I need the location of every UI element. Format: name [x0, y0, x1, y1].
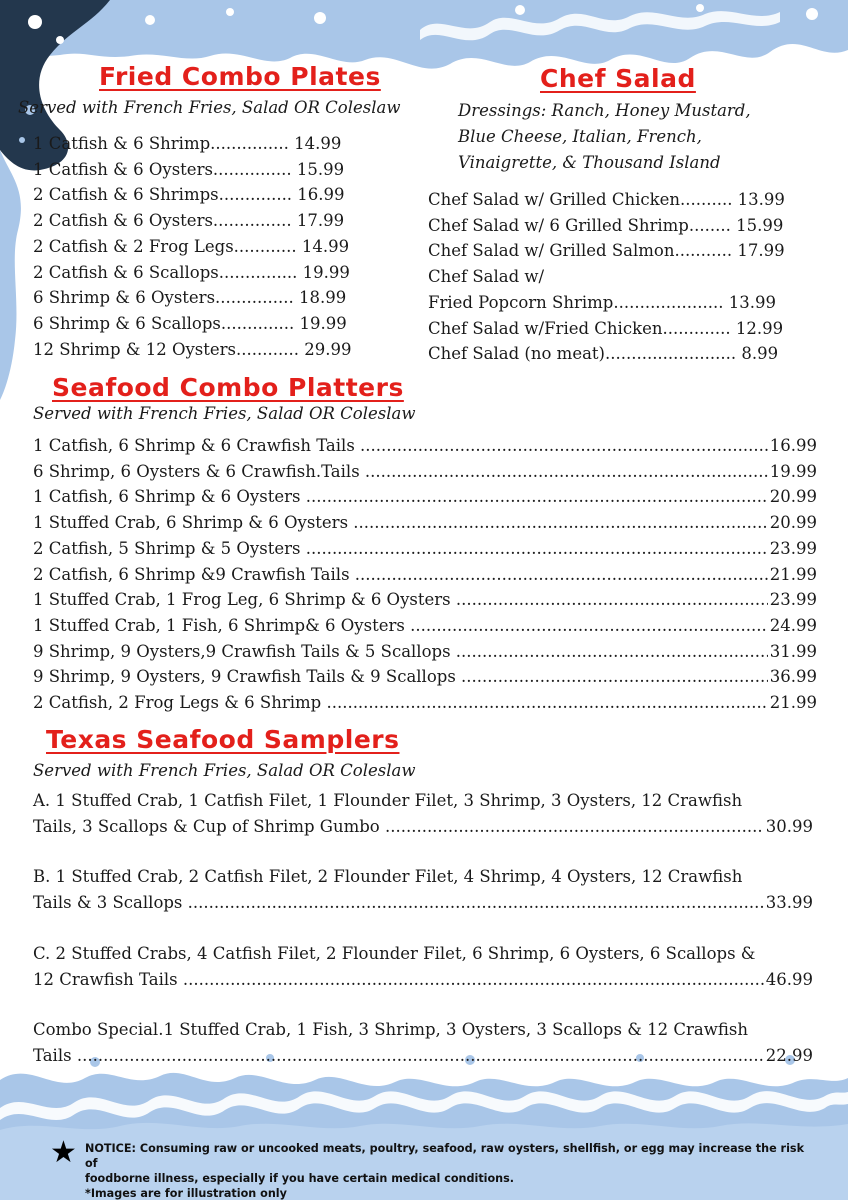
list-item: 6 Shrimp & 6 Oysters............... 18.99 [33, 288, 347, 308]
list-item: 1 Catfish & 6 Shrimp............... 14.99 [33, 134, 342, 153]
list-item [33, 459, 817, 485]
sampler-item [33, 788, 813, 839]
list-item [33, 587, 817, 613]
list-item: 2 Catfish & 6 Oysters............... 17.99 [33, 211, 345, 231]
chef-salad-list [428, 187, 785, 367]
sampler-line: Tails ..... [33, 1043, 764, 1069]
list-item: Chef Salad w/ Grilled Salmon........... 17.99 [428, 241, 785, 261]
fried-combo-subtitle: Served with French Fries, Salad OR Coleslaw [18, 98, 401, 117]
item-price: 19.99 [769, 461, 817, 481]
item-name: 1 Stuffed Crab, 1 Frog Leg, 6 Shrimp & 6 Oysters ..... [33, 587, 768, 613]
fried-combo-title: Fried Combo Plates [99, 62, 381, 91]
list-item: Chef Salad w/Fried Chicken............. 12.99 [428, 318, 784, 338]
chef-salad-title: Chef Salad [540, 64, 696, 93]
item-price: 30.99 [765, 816, 813, 836]
sampler-item [33, 1017, 813, 1068]
samplers-subtitle: Served with French Fries, Salad OR Coleslaw [33, 761, 416, 780]
list-item: Chef Salad w/ Grilled Chicken.......... 13.99 [428, 190, 785, 209]
list-item: 2 Catfish & 6 Shrimps.............. 16.99 [33, 185, 345, 205]
notice-block [50, 1135, 815, 1201]
item-name: 2 Catfish, 5 Shrimp & 5 Oysters ..... [33, 536, 768, 562]
item-price: 20.99 [769, 487, 817, 507]
dressings-line: Blue Cheese, Italian, French, [458, 127, 702, 146]
list-item: Chef Salad (no meat)......................... 8.99 [428, 344, 779, 364]
sampler-item [33, 864, 813, 915]
item-name: 2 Catfish, 6 Shrimp &9 Crawfish Tails ..... [33, 562, 768, 588]
item-name: 6 Shrimp, 6 Oysters & 6 Crawfish.Tails ..... [33, 459, 768, 485]
list-item: 6 Shrimp & 6 Scallops.............. 19.99 [33, 313, 347, 333]
chef-salad-dressings [458, 98, 751, 176]
dressings-line: Vinaigrette, & Thousand Island [458, 153, 721, 172]
item-price: 23.99 [769, 538, 817, 558]
list-item [33, 484, 817, 510]
list-item [33, 510, 817, 536]
list-item: Chef Salad w/ [428, 267, 545, 287]
list-item [33, 664, 817, 690]
sampler-line: 12 Crawfish Tails ..... [33, 967, 764, 993]
item-price: 20.99 [769, 513, 817, 533]
sampler-line: B. 1 Stuffed Crab, 2 Catfish Filet, 2 Flounder Filet, 4 Shrimp, 4 Oysters, 12 Crawfish [33, 867, 743, 886]
sampler-item [33, 941, 813, 992]
list-item [33, 690, 817, 716]
item-name: 1 Stuffed Crab, 1 Fish, 6 Shrimp& 6 Oysters ..... [33, 613, 768, 639]
item-price: 21.99 [769, 693, 817, 713]
item-name: 1 Stuffed Crab, 6 Shrimp & 6 Oysters ..... [33, 510, 768, 536]
dressings-line: Dressings: Ranch, Honey Mustard, [458, 101, 751, 120]
item-price: 31.99 [769, 641, 817, 661]
item-price: 16.99 [769, 436, 817, 455]
list-item: Fried Popcorn Shrimp..................... 13.99 [428, 292, 776, 312]
list-item: 12 Shrimp & 12 Oysters............ 29.99 [33, 339, 352, 359]
item-name: 9 Shrimp, 9 Oysters, 9 Crawfish Tails & 9 Scallops ..... [33, 664, 768, 690]
notice-line: foodborne illness, especially if you have certain medical conditions. [85, 1172, 515, 1185]
notice-line: NOTICE: Consuming raw or uncooked meats, poultry, seafood, raw oysters, shellfish, or egg may increase the risk of [85, 1142, 805, 1170]
notice-line: *Images are for illustration only [85, 1187, 287, 1200]
list-item [33, 536, 817, 562]
item-name: 9 Shrimp, 9 Oysters,9 Crawfish Tails & 5 Scallops ..... [33, 639, 768, 665]
sampler-line: Tails, 3 Scallops & Cup of Shrimp Gumbo ..... [33, 814, 764, 840]
star-icon: ★ [50, 1135, 77, 1170]
list-item: 2 Catfish & 6 Scallops............... 19.99 [33, 262, 350, 282]
seafood-combo-subtitle: Served with French Fries, Salad OR Coleslaw [33, 404, 416, 423]
list-item: 1 Catfish & 6 Oysters............... 15.99 [33, 159, 345, 179]
item-price: 21.99 [769, 564, 817, 584]
item-price: 23.99 [769, 590, 817, 610]
samplers-title: Texas Seafood Samplers [46, 725, 400, 754]
item-price: 33.99 [765, 892, 813, 912]
list-item: Chef Salad w/ 6 Grilled Shrimp........ 15.99 [428, 215, 784, 235]
sampler-line: C. 2 Stuffed Crabs, 4 Catfish Filet, 2 Flounder Filet, 6 Shrimp, 6 Oysters, 6 Scallops & [33, 944, 756, 963]
list-item [33, 433, 817, 459]
sampler-line: Combo Special.1 Stuffed Crab, 1 Fish, 3 Shrimp, 3 Oysters, 3 Scallops & 12 Crawfish [33, 1020, 748, 1039]
item-price: 36.99 [769, 667, 817, 687]
list-item [33, 639, 817, 665]
item-name: 2 Catfish, 2 Frog Legs & 6 Shrimp ..... [33, 690, 768, 716]
seafood-combo-list [33, 433, 817, 716]
sampler-line: Tails & 3 Scallops ..... [33, 890, 764, 916]
sampler-line: A. 1 Stuffed Crab, 1 Catfish Filet, 1 Flounder Filet, 3 Shrimp, 3 Oysters, 12 Crawfish [33, 791, 743, 810]
list-item [33, 613, 817, 639]
fried-combo-list [33, 131, 351, 362]
list-item: 2 Catfish & 2 Frog Legs............ 14.99 [33, 236, 350, 256]
item-name: 1 Catfish, 6 Shrimp & 6 Oysters ..... [33, 484, 768, 510]
seafood-combo-title: Seafood Combo Platters [52, 373, 404, 402]
item-price: 22.99 [765, 1045, 813, 1065]
item-price: 46.99 [765, 969, 813, 989]
item-price: 24.99 [769, 615, 817, 635]
list-item [33, 562, 817, 588]
item-name: 1 Catfish, 6 Shrimp & 6 Crawfish Tails ..... [33, 433, 768, 459]
